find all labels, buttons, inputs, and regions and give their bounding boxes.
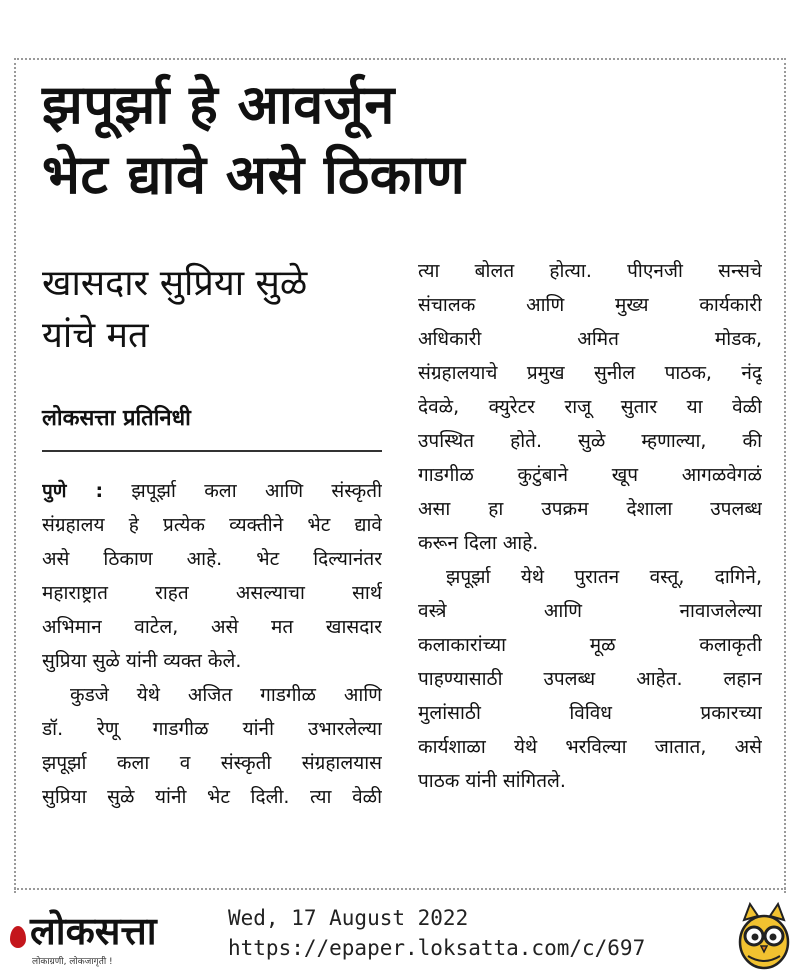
right-dotted-border bbox=[784, 58, 786, 893]
paragraph-text: संग्रहालय हे प्रत्येक व्यक्तीने भेट द्यावे bbox=[42, 514, 382, 536]
paragraph-text: पाठक यांनी सांगितले. bbox=[418, 770, 566, 792]
right_column-line bbox=[418, 356, 762, 390]
logo-wordmark: लोकसत्ता bbox=[30, 909, 157, 953]
paragraph-text: झपूर्झा येथे पुरातन वस्तू, दागिने, bbox=[446, 566, 762, 588]
bottom-dotted-border bbox=[14, 888, 786, 890]
paragraph-text: कार्यशाळा येथे भरविल्या जातात, असे bbox=[418, 736, 762, 758]
top-dotted-border bbox=[14, 58, 786, 60]
right_column-line bbox=[418, 560, 762, 594]
loksatta-logo[interactable] bbox=[10, 908, 220, 966]
byline: लोकसत्ता प्रतिनिधी bbox=[42, 406, 191, 431]
left_column-line bbox=[42, 746, 382, 780]
article-column-left bbox=[42, 474, 382, 814]
paragraph-text: त्या बोलत होत्या. पीएनजी सन्सचे bbox=[418, 260, 762, 282]
subhead-line-2: यांचे मत bbox=[42, 315, 149, 356]
article-subhead bbox=[42, 258, 402, 362]
paragraph-text: डॉ. रेणू गाडगीळ यांनी उभारलेल्या bbox=[42, 718, 382, 740]
paragraph-text: असा हा उपक्रम देशाला उपलब्ध bbox=[418, 498, 762, 520]
paragraph-text: गाडगीळ कुटुंबाने खूप आगळवेगळं bbox=[418, 464, 762, 486]
paragraph-text: महाराष्ट्रात राहत असल्याचा सार्थ bbox=[42, 582, 382, 604]
article-headline bbox=[42, 70, 465, 210]
right_column-line bbox=[418, 662, 762, 696]
paragraph-text: अभिमान वाटेल, असे मत खासदार bbox=[42, 616, 382, 638]
paragraph-text: कुडजे येथे अजित गाडगीळ आणि bbox=[70, 684, 382, 706]
right_column-line bbox=[418, 254, 762, 288]
left_column-line bbox=[42, 542, 382, 576]
paragraph-text: झपूर्झा कला आणि संस्कृती bbox=[103, 480, 382, 502]
paragraph-text: कलाकारांच्या मूळ कलाकृती bbox=[418, 634, 762, 656]
logo-tagline: लोकाग्रणी, लोकजागृती ! bbox=[32, 957, 113, 967]
right_column-line bbox=[418, 764, 762, 798]
right_column-line bbox=[418, 458, 762, 492]
owl-mascot-icon bbox=[734, 900, 794, 972]
paragraph-text: मुलांसाठी विविध प्रकारच्या bbox=[418, 702, 762, 724]
epaper-footer bbox=[0, 896, 800, 975]
left_column-line bbox=[42, 644, 382, 678]
right_column-line bbox=[418, 492, 762, 526]
left_column-line bbox=[42, 576, 382, 610]
right_column-line bbox=[418, 594, 762, 628]
paragraph-text: असे ठिकाण आहे. भेट दिल्यानंतर bbox=[42, 548, 382, 570]
dateline: पुणे : bbox=[42, 480, 104, 502]
left-dotted-border bbox=[14, 58, 16, 893]
flame-icon bbox=[10, 926, 26, 948]
headline-line-2: भेट द्यावे असे ठिकाण bbox=[42, 143, 466, 206]
subhead-line-1: खासदार सुप्रिया सुळे bbox=[42, 263, 308, 304]
left_column-line bbox=[42, 610, 382, 644]
right_column-line bbox=[418, 424, 762, 458]
paragraph-text: करून दिला आहे. bbox=[418, 532, 539, 554]
paragraph-text: वस्त्रे आणि नावाजलेल्या bbox=[418, 600, 762, 622]
paragraph-text: सुप्रिया सुळे यांनी भेट दिली. त्या वेळी bbox=[42, 786, 382, 808]
headline-line-1: झपूर्झा हे आवर्जून bbox=[42, 73, 395, 136]
right_column-line bbox=[418, 628, 762, 662]
right_column-line bbox=[418, 696, 762, 730]
paragraph-text: संचालक आणि मुख्य कार्यकारी bbox=[418, 294, 762, 316]
left_column-line bbox=[42, 780, 382, 814]
left_column-line bbox=[42, 712, 382, 746]
left_column-line bbox=[42, 474, 382, 508]
article-column-right bbox=[418, 254, 762, 798]
paragraph-text: पाहण्यासाठी उपलब्ध आहेत. लहान bbox=[418, 668, 762, 690]
paragraph-text: उपस्थित होते. सुळे म्हणाल्या, की bbox=[418, 430, 762, 452]
edition-date: Wed, 17 August 2022 bbox=[228, 906, 469, 930]
paragraph-text: झपूर्झा कला व संस्कृती संग्रहालयास bbox=[42, 752, 382, 774]
paragraph-text: संग्रहालयाचे प्रमुख सुनील पाठक, नंदू bbox=[418, 362, 762, 384]
byline-rule bbox=[42, 450, 382, 452]
paragraph-text: अधिकारी अमित मोडक, bbox=[418, 328, 762, 350]
right_column-line bbox=[418, 390, 762, 424]
right_column-line bbox=[418, 526, 762, 560]
right_column-line bbox=[418, 730, 762, 764]
paragraph-text: सुप्रिया सुळे यांनी व्यक्त केले. bbox=[42, 650, 242, 672]
right_column-line bbox=[418, 322, 762, 356]
left_column-line bbox=[42, 678, 382, 712]
left_column-line bbox=[42, 508, 382, 542]
epaper-url[interactable]: https://epaper.loksatta.com/c/697 bbox=[228, 936, 646, 960]
paragraph-text: देवळे, क्युरेटर राजू सुतार या वेळी bbox=[418, 396, 762, 418]
right_column-line bbox=[418, 288, 762, 322]
